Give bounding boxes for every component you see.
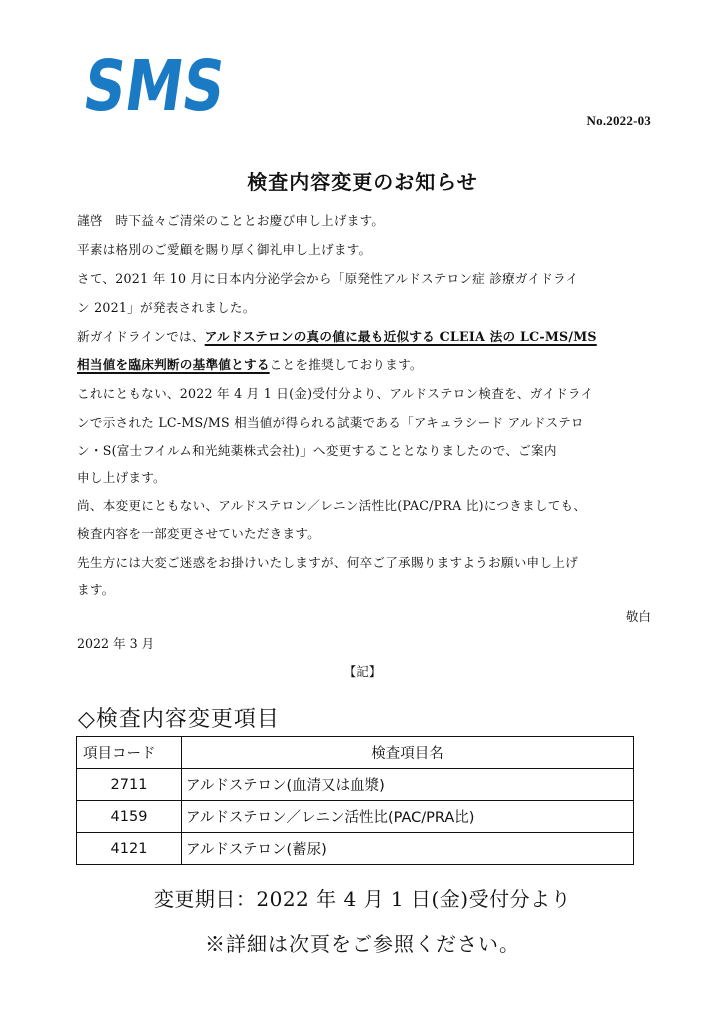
guideline-line-2 [77,354,423,373]
body-line: 検査内容を一部変更させていただきます。 [77,526,321,541]
ki-marker: 【記】 [343,664,382,679]
body-line: 申し上げます。 [77,470,166,485]
table-row [77,833,634,865]
guideline-suffix: ことを推奨しております。 [269,357,423,372]
header-item-name: 検査項目名 [182,737,634,769]
header-item-code: 項目コード [77,737,182,769]
item-name: アルドステロン(蓄尿) [182,833,634,865]
detail-note: ※詳細は次頁をご参照ください。 [205,932,520,956]
section-heading: ◇検査内容変更項目 [78,707,280,732]
body-line: さて、2021 年 10 月に日本内分泌学会から「原発性アルドステロン症 診療ガイドライ [77,271,579,286]
body-line: ン 2021」が発表されました。 [77,300,256,315]
body-line: 尚、本変更にともない、アルドステロン／レニン活性比(PAC/PRA 比)につきましても、 [77,498,587,513]
item-code: 2711 [77,769,182,801]
table-row [77,769,634,801]
effective-date: 変更期日：2022 年 4 月 1 日(金)受付分より [153,887,572,911]
sms-logo-icon [78,45,261,127]
document-number: No.2022-03 [586,113,651,128]
body-line: 謹啓 時下益々ご清栄のこととお慶び申し上げます。 [77,213,385,228]
item-code: 4121 [77,833,182,865]
issue-date: 2022 年 3 月 [77,636,155,651]
table-row [77,801,634,833]
body-line: ンで示された LC-MS/MS 相当値が得られる試薬である「アキュラシード アルドステロ [77,415,584,430]
guideline-prefix: 新ガイドラインでは、 [77,329,205,344]
table-header-row [77,737,634,769]
body-line: これにともない、2022 年 4 月 1 日(金)受付分より、アルドステロン検査を、ガイドライ [77,386,594,401]
change-items-table [76,736,634,865]
guideline-emphasis: 相当値を臨床判断の基準値とする [77,357,270,372]
guideline-emphasis: アルドステロンの真の値に最も近似する CLEIA 法の LC-MS/MS [204,329,597,344]
item-name: アルドステロン／レニン活性比(PAC/PRA比) [182,801,634,833]
logo-text: SMS [78,45,261,127]
body-line: 先生方には大変ご迷惑をお掛けいたしますが、何卒ご了承賜りますようお願い申し上げ [77,555,578,570]
item-code: 4159 [77,801,182,833]
closing-keihaku: 敬白 [625,609,651,624]
body-line: ます。 [77,582,115,597]
guideline-line-1 [77,326,597,345]
page-title: 検査内容変更のお知らせ [247,170,478,194]
sms-logo [78,45,261,127]
body-line: ン・S(富士フイルム和光純薬株式会社)」へ変更することとなりましたので、ご案内 [77,443,557,458]
item-name: アルドステロン(血清又は血漿) [182,769,634,801]
body-line: 平素は格別のご愛顧を賜り厚く御礼申し上げます。 [77,242,372,257]
